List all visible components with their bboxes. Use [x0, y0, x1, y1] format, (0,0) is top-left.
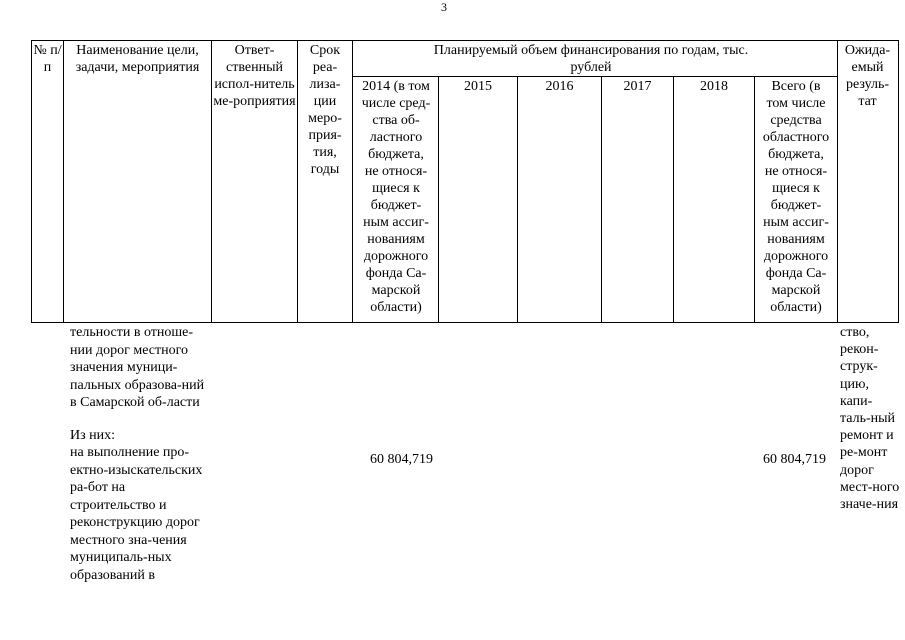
header-executor: Ответ-ственный испол-нитель ме-роприятия	[213, 43, 296, 109]
row-text-of-which: Из них:	[70, 428, 116, 443]
value-2014: 60 804,719	[370, 452, 433, 467]
table-header	[31, 40, 899, 323]
header-year-2017: 2017	[623, 79, 652, 94]
header-name: Наименование цели, задачи, мероприятия	[75, 43, 200, 75]
row-expected-result: ство, рекон-струк-цию, капи-таль-ный ремонт и ре-монт дорог мест-ного значе-ния	[840, 325, 900, 513]
table-top-border	[31, 40, 899, 41]
col-divider	[297, 40, 298, 323]
header-funding: Планируемый объем финансирования по годам, тыс. рублей	[433, 43, 749, 75]
header-year-2018: 2018	[700, 79, 728, 94]
header-num: № п/п	[33, 43, 62, 75]
header-result: Ожида-емый резуль-тат	[844, 43, 891, 109]
col-divider	[352, 40, 353, 323]
header-term: Срок реа-лиза-ции меро-прия-тия, годы	[308, 43, 342, 177]
row-text-design-works: на выполнение про-ектно-изыскательских ра-бот на строительство и реконструкцию дорог местного зна-чения муниципаль-ных образований в	[70, 445, 203, 583]
header-total: Всего (в том числе средства областного бюджета, не относя-щиеся к бюджет-ным ассиг-нованиям дорожного фонда Са-марской области)	[762, 79, 830, 315]
table-right-border	[898, 40, 899, 323]
col-divider	[601, 76, 602, 323]
col-divider	[837, 40, 838, 323]
col-divider	[673, 76, 674, 323]
col-divider	[63, 40, 64, 323]
header-year-2014: 2014 (в том числе сред-ства об-ластного бюджета, не относя-щиеся к бюджет-ным ассиг-нованиям дорожного фонда Са-марской области)	[361, 79, 431, 315]
page-number: 3	[441, 0, 447, 14]
value-total: 60 804,719	[763, 452, 826, 467]
col-divider	[754, 76, 755, 323]
header-year-2016: 2016	[545, 79, 574, 94]
header-year-2015: 2015	[464, 79, 492, 94]
col-divider	[517, 76, 518, 323]
header-bottom-border	[31, 322, 899, 323]
col-divider	[438, 76, 439, 323]
funding-subheader-border	[352, 76, 837, 77]
table-left-border	[31, 40, 32, 323]
row-text-continuation: тельности в отноше-нии дорог местного значения муници-пальных образова-ний в Самарской об-ласти	[70, 325, 205, 410]
